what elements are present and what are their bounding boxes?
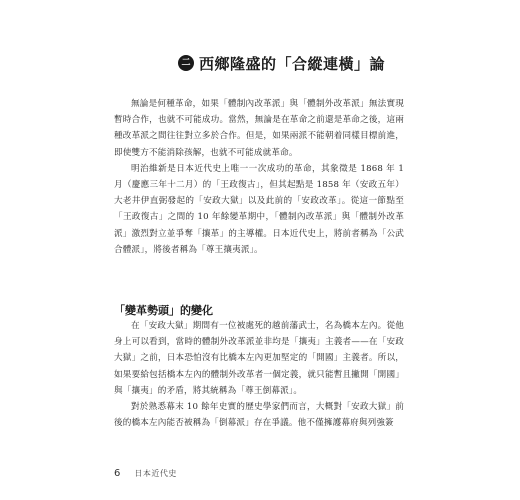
section-paragraph-1: 在「安政大獄」期間有一位被處死的越前藩武士，名為橋本左內。從他身上可以看到，當時的體制外改革派並非均是「攘夷」主義者——在「安政大獄」之前，日本恐怕沒有比橋本左內更加堅定的「開國」主義者。所以，如果要給包括橋本左內的體制外改革者一個定義，就只能暫且撇開「開國」與「攘夷」的矛盾，將其統稱為「尊王倒幕派」。 [114, 321, 404, 396]
running-title: 日本近代史 [134, 469, 177, 478]
intro-paragraph-2: 明治維新是日本近代史上唯一一次成功的革命，其象徵是 1868 年 1 月（慶應三年十二月）的「王政復古」，但其起點是 1858 年（安政五年）大老井伊直弼發起的「安政大獄」以及此前的「安政改革」。從這一節點至「王政復古」之間的 10 年餘變革期中，「體制內改革派」與「體制外改革派」激烈對立並爭奪「攘革」的主導權。日本近代史上，將前者稱為「公武合體派」，將後者稱為「尊王攘夷派」。 [114, 163, 404, 255]
section-text-block [114, 318, 404, 431]
intro-paragraph-1: 無論是何種革命，如果「體制內改革派」與「體制外改革派」無法實現暫時合作，也就不可能成功。當然，無論是在革命之前還是革命之後，這兩種改革派之間往往對立多於合作。但是，如果兩派不能朝着同樣目標前進，即使雙方不能消除孩解，也就不可能成就革命。 [114, 99, 404, 158]
section-heading: 「變革勢頭」的變化 [114, 304, 213, 317]
chapter-number-badge: 二 [178, 55, 194, 71]
page-number: 6 [114, 468, 121, 479]
chapter-title-row [178, 53, 385, 73]
page-footer [114, 468, 177, 479]
chapter-title: 西鄉隆盛的「合縱連橫」論 [199, 54, 386, 73]
intro-text-block [114, 96, 404, 258]
section-paragraph-2: 對於熟悉幕末 10 餘年史實的歷史學家們而言，大概對「安政大獄」前後的橋本左內能否被稱為「倒幕派」存在爭議。他不僅擁護幕府與列強簽 [114, 402, 404, 429]
